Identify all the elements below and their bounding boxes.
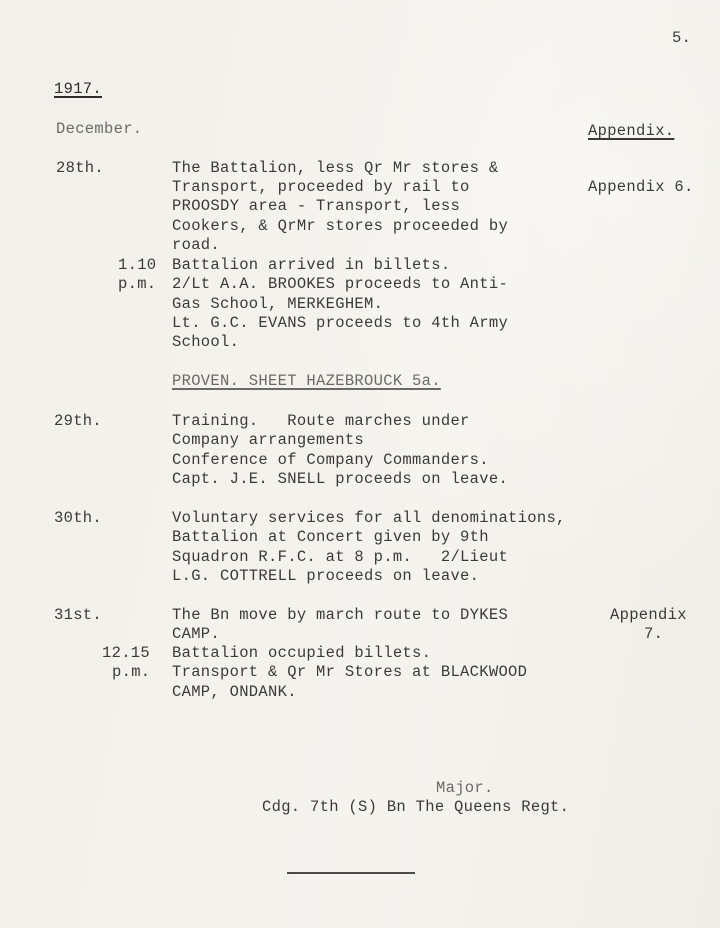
entry-date: 28th.: [56, 159, 105, 177]
entry-line: Training. Route marches under: [172, 412, 470, 430]
entry-line: Battalion arrived in billets.: [172, 256, 451, 274]
entry-time-period: p.m.: [112, 663, 151, 681]
entry-line: The Bn move by march route to DYKES: [172, 606, 509, 624]
appendix-reference-number: 7.: [644, 625, 664, 643]
appendix-reference: Appendix 6.: [588, 178, 694, 196]
entry-time: 12.15: [102, 644, 151, 662]
entry-time-period: p.m.: [118, 275, 157, 293]
location-heading: PROVEN. SHEET HAZEBROUCK 5a.: [172, 372, 441, 390]
entry-line: PROOSDY area - Transport, less: [172, 197, 461, 215]
entry-line: Gas School, MERKEGHEM.: [172, 295, 384, 313]
entry-line: Cookers, & QrMr stores proceeded by: [172, 217, 509, 235]
entry-line: Transport, proceeded by rail to: [172, 178, 470, 196]
entry-line: Conference of Company Commanders.: [172, 451, 489, 469]
entry-line: CAMP, ONDANK.: [172, 683, 297, 701]
entry-line: Transport & Qr Mr Stores at BLACKWOOD: [172, 663, 528, 681]
year-heading: 1917.: [54, 80, 103, 98]
month-heading: December.: [56, 120, 143, 138]
signature-unit: Cdg. 7th (S) Bn The Queens Regt.: [262, 798, 570, 816]
entry-line: road.: [172, 236, 221, 254]
entry-line: L.G. COTTRELL proceeds on leave.: [172, 567, 480, 585]
entry-line: CAMP.: [172, 625, 221, 643]
entry-line: Battalion at Concert given by 9th: [172, 528, 489, 546]
entry-line: 2/Lt A.A. BROOKES proceeds to Anti-: [172, 275, 509, 293]
entry-date: 29th.: [54, 412, 103, 430]
entry-line: Battalion occupied billets.: [172, 644, 432, 662]
entry-date: 30th.: [54, 509, 103, 527]
entry-line: Voluntary services for all denominations,: [172, 509, 566, 527]
entry-line: School.: [172, 333, 240, 351]
entry-line: Lt. G.C. EVANS proceeds to 4th Army: [172, 314, 509, 332]
page-number: 5.: [672, 29, 692, 47]
appendix-column-heading: Appendix.: [588, 122, 675, 140]
entry-date: 31st.: [54, 606, 103, 624]
entry-time: 1.10: [118, 256, 157, 274]
signature-rank: Major.: [436, 779, 494, 797]
entry-line: Squadron R.F.C. at 8 p.m. 2/Lieut: [172, 548, 509, 566]
appendix-reference: Appendix: [610, 606, 687, 624]
entry-line: The Battalion, less Qr Mr stores &: [172, 159, 499, 177]
entry-line: Company arrangements: [172, 431, 365, 449]
closing-rule: [287, 872, 415, 874]
entry-line: Capt. J.E. SNELL proceeds on leave.: [172, 470, 509, 488]
